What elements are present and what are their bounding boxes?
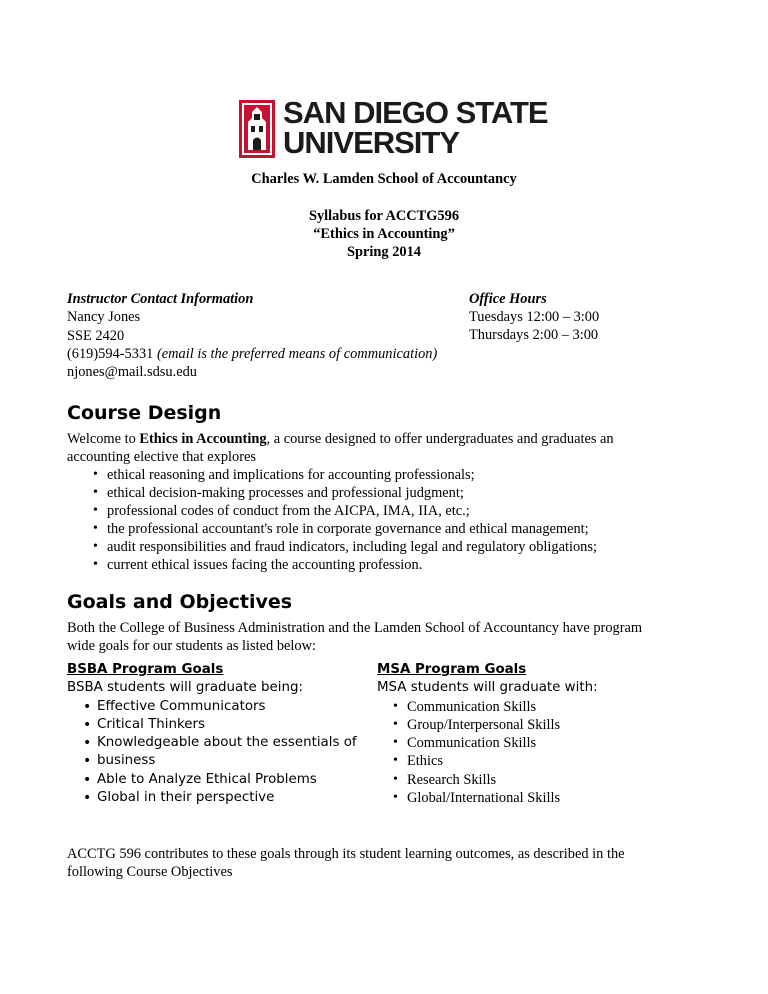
instructor-name: Nancy Jones <box>67 309 141 325</box>
msa-heading: MSA Program Goals <box>377 662 527 677</box>
logo-wordmark-line2: UNIVERSITY <box>283 125 460 160</box>
list-item: • Global in their perspective <box>77 789 367 807</box>
office-hours-line1: Tuesdays 12:00 – 3:00 <box>469 309 600 325</box>
intro-text-post: , a course designed to offer undergraduates and graduates an <box>266 431 614 447</box>
sdsu-seal-icon <box>239 100 275 158</box>
office-hours-line2: Thursdays 2:00 – 3:00 <box>469 327 599 343</box>
list-item: • Global/International Skills <box>387 789 697 807</box>
list-item: • Research Skills <box>387 771 697 789</box>
goals-closing-line1: ACCTG 596 contributes to these goals through its student learning outcomes, as described in the <box>67 846 625 862</box>
msa-goals <box>377 661 697 807</box>
list-item-continuation: • business <box>77 752 367 770</box>
goals-intro-line2: wide goals for our students as listed below: <box>67 638 316 654</box>
list-item: • Communication Skills <box>387 698 697 716</box>
goals-heading: Goals and Objectives <box>67 591 293 613</box>
list-item: • current ethical issues facing the accounting profession. <box>87 556 707 574</box>
instructor-email: njones@mail.sdsu.edu <box>67 364 197 380</box>
msa-intro: MSA students will graduate with: <box>377 680 598 696</box>
list-item: • Able to Analyze Ethical Problems <box>77 771 367 789</box>
bsba-goals-list <box>67 698 367 808</box>
list-item: • Critical Thinkers <box>77 716 367 734</box>
syllabus-term: Spring 2014 <box>347 244 421 260</box>
bsba-goals <box>67 661 367 807</box>
course-design-list <box>67 466 707 574</box>
course-design-intro <box>67 430 707 574</box>
instructor-phone-line <box>67 345 437 363</box>
list-item: • the professional accountant's role in corporate governance and ethical management; <box>87 520 707 538</box>
course-design-heading: Course Design <box>67 402 222 424</box>
phone-note: (email is the preferred means of communication) <box>156 346 438 362</box>
list-item: • Effective Communicators <box>77 698 367 716</box>
instructor-phone: (619)594-5331 <box>67 346 154 362</box>
goals-closing-line2: following Course Objectives <box>67 864 233 880</box>
bsba-intro: BSBA students will graduate being: <box>67 680 303 696</box>
list-item: • Knowledgeable about the essentials of <box>77 734 367 752</box>
syllabus-title-line2: “Ethics in Accounting” <box>313 226 455 242</box>
goals-intro <box>67 619 707 655</box>
school-name: Charles W. Lamden School of Accountancy <box>251 171 517 187</box>
list-item: • audit responsibilities and fraud indicators, including legal and regulatory obligations; <box>87 538 707 556</box>
intro-text-pre: Welcome to <box>67 431 140 447</box>
sdsu-logo <box>239 95 548 160</box>
list-item: • ethical reasoning and implications for accounting professionals; <box>87 466 707 484</box>
intro-text-line2: accounting elective that explores <box>67 449 256 465</box>
syllabus-title-line1: Syllabus for ACCTG596 <box>308 208 460 224</box>
list-item: • Group/Interpersonal Skills <box>387 716 697 734</box>
contact-heading: Instructor Contact Information <box>67 291 254 307</box>
instructor-office: SSE 2420 <box>67 328 125 344</box>
course-name-bold: Ethics in Accounting <box>139 431 267 447</box>
list-item: • Ethics <box>387 752 697 770</box>
list-item: • professional codes of conduct from the AICPA, IMA, IIA, etc.; <box>87 502 707 520</box>
goals-closing <box>67 845 707 881</box>
office-hours-heading: Office Hours <box>469 291 547 307</box>
goals-intro-line1: Both the College of Business Administration and the Lamden School of Accountancy have program <box>67 620 643 636</box>
logo-wordmark-line1: SAN DIEGO STATE <box>283 95 548 130</box>
msa-goals-list <box>377 698 697 808</box>
list-item: • ethical decision-making processes and professional judgment; <box>87 484 707 502</box>
bsba-heading: BSBA Program Goals <box>67 662 224 677</box>
list-item: • Communication Skills <box>387 734 697 752</box>
